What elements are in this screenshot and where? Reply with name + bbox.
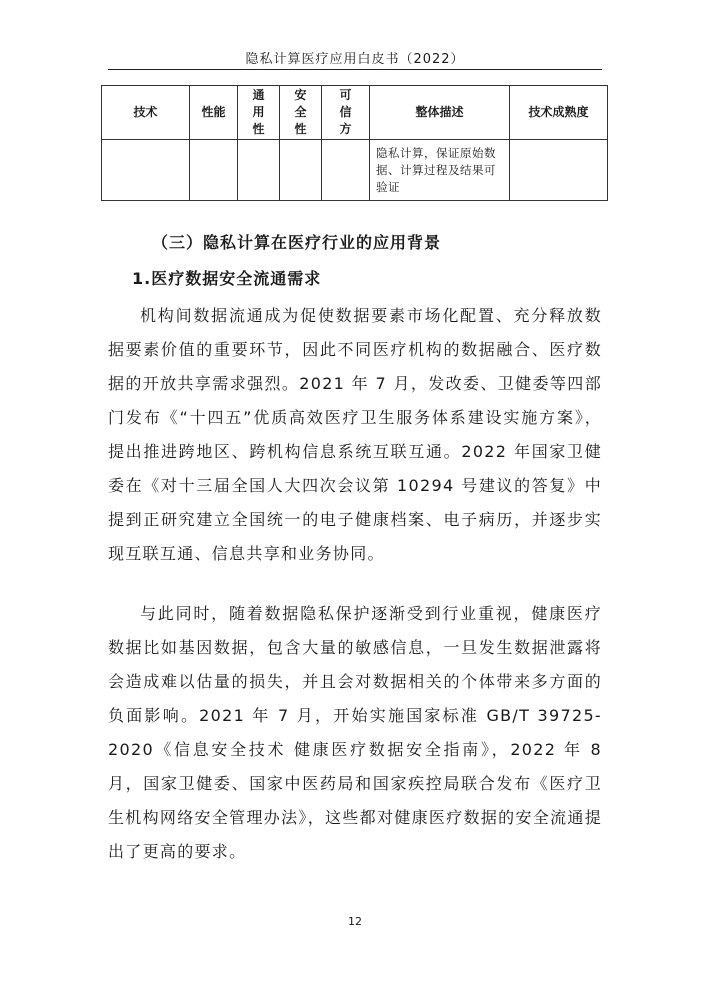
table-cell [510, 140, 608, 201]
table-header-cell: 技术成熟度 [510, 86, 608, 140]
table-cell [238, 140, 280, 201]
section-heading: （三）隐私计算在医疗行业的应用背景 [152, 233, 442, 252]
table-cell [190, 140, 238, 201]
table-cell [322, 140, 370, 201]
table-cell [102, 140, 190, 201]
table-header-cell: 整体描述 [370, 86, 510, 140]
subsection-heading: 1.医疗数据安全流通需求 [132, 269, 322, 288]
header-divider [108, 69, 602, 70]
table-header-cell: 性能 [190, 86, 238, 140]
table-header-cell: 安全性 [280, 86, 322, 140]
table-cell [280, 140, 322, 201]
table-row [102, 140, 608, 201]
comparison-table [101, 85, 608, 201]
body-paragraph: 与此同时，随着数据隐私保护逐渐受到行业重视，健康医疗数据比如基因数据，包含大量的敏感信息，一旦发生数据泄露将会造成难以估量的损失，并且会对数据相关的个体带来多方面的负面影响。2021 年 7 月，开始实施国家标准 GB/T 39725-2020《信息安全技术 健康医疗数据安全指南》，2022 年 8 月，国家卫健委、国家中医药局和国家疾控局联合发布《医疗卫生机构网络安全管理办法》，这些都对健康医疗数据的安全流通提出了更高的要求。 [108, 604, 602, 861]
table-header-cell: 技术 [102, 86, 190, 140]
page-number: 12 [348, 915, 362, 928]
table-header-cell: 可信方 [322, 86, 370, 140]
table-header-cell: 通用性 [238, 86, 280, 140]
table-cell-description: 隐私计算，保证原始数据、计算过程及结果可验证 [370, 140, 510, 201]
body-paragraph: 机构间数据流通成为促使数据要素市场化配置、充分释放数据要素价值的重要环节，因此不同医疗机构的数据融合、医疗数据的开放共享需求强烈。2021 年 7 月，发改委、卫健委等四部门发布《“十四五”优质高效医疗卫生服务体系建设实施方案》，提出推进跨地区、跨机构信息系统互联互通。2022 年国家卫健委在《对十三届全国人大四次会议第 10294 号建议的答复》中提到正研究建立全国统一的电子健康档案、电子病历，并逐步实现互联互通、信息共享和业务协同。 [108, 306, 602, 563]
table-header-row [102, 86, 608, 140]
running-header: 隐私计算医疗应用白皮书（2022） [245, 52, 465, 67]
